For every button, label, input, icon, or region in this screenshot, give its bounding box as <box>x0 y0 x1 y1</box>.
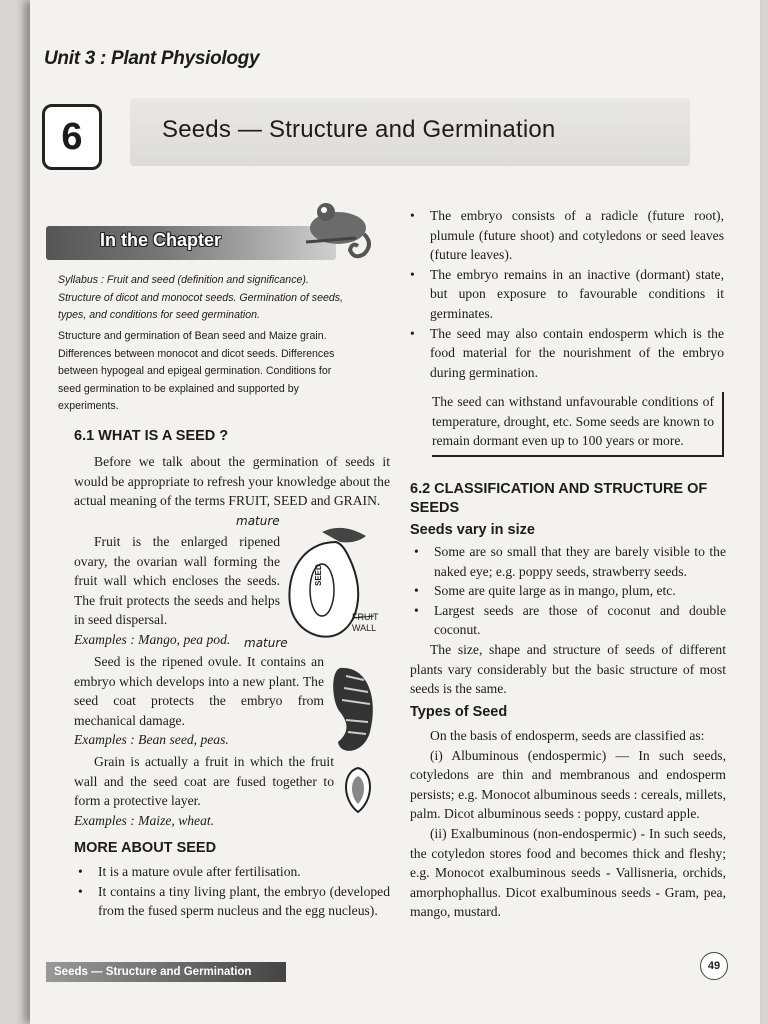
size-paragraph: The size, shape and structure of seeds of different plants vary considerably but the basic structure of most seeds is the same. <box>410 641 726 697</box>
footer-bar: Seeds — Structure and Germination <box>46 962 286 982</box>
more-about-seed-list <box>74 862 390 921</box>
bean-seed-figure <box>330 662 378 758</box>
dormancy-note: The seed can withstand unfavourable conditions of temperature, drought, etc. Some seeds are known to remain dormant even up to 100 years or more. <box>432 394 714 449</box>
albuminous-text: (i) Albuminous (endospermic) — In such seeds, cotyledons are thin and membranous and endosperm persists; e.g. Monocot albuminous seeds : cereals, millets, palm. Dicot albuminous seeds : poppy, custard apple. <box>410 747 726 822</box>
unit-title: Unit 3 : Plant Physiology <box>44 48 260 69</box>
heading-6-2: 6.2 CLASSIFICATION AND STRUCTURE OF SEEDS <box>410 481 708 516</box>
seed-examples: Examples : Bean seed, peas. <box>74 732 229 748</box>
size-list <box>410 542 726 699</box>
intro-text: Before we talk about the germination of seeds it would be appropriate to refresh your knowledge about the actual meaning of the terms FRUIT, SEED and GRAIN. <box>74 454 390 509</box>
types-paragraphs <box>410 726 726 922</box>
list-item: • It contains a tiny living plant, the embryo (developed from the fused sperm nucleus and the egg nucleus). <box>74 882 390 921</box>
types-intro: On the basis of endosperm, seeds are classified as: <box>430 728 705 743</box>
list-item: • It is a mature ovule after fertilisation. <box>74 862 390 882</box>
seed-text: Seed is the ripened ovule. It contains an embryo which develops into a new plant. The seed coat protects the embryo from mechanical damage. <box>74 654 324 728</box>
syllabus-plain: Structure and germination of Bean seed and Maize grain. Differences between monocot and dicot seeds. Differences between hypogeal and epigeal germination. Conditions for seed germination to be explained and supported by experiments. <box>58 330 335 412</box>
chapter-title: Seeds — Structure and Germination <box>162 116 556 143</box>
page-number: 49 <box>700 952 728 980</box>
handwritten-note-1: mature <box>236 514 280 528</box>
fruit-wall-label: FRUIT WALL <box>352 612 379 633</box>
list-item: • Some are quite large as in mango, plum, etc. <box>410 581 726 601</box>
maize-grain-figure <box>340 766 376 814</box>
handwritten-note-2: mature <box>244 636 288 650</box>
heading-seeds-vary-in-size: Seeds vary in size <box>410 522 535 538</box>
chapter-number: 6 <box>61 115 83 158</box>
dormancy-note-box <box>432 392 724 457</box>
fruit-text: Fruit is the enlarged ripened ovary, the ovarian wall forming the fruit wall which encloses the seeds. The fruit protects the seeds and helps in seed dispersal. <box>74 534 280 628</box>
chameleon-icon <box>286 198 376 264</box>
list-item: • Largest seeds are those of coconut and double coconut. <box>410 601 726 640</box>
grain-paragraph <box>74 752 334 830</box>
heading-more-about-seed: MORE ABOUT SEED <box>74 840 217 856</box>
fruit-examples: Examples : Mango, pea pod. <box>74 631 231 647</box>
grain-examples: Examples : Maize, wheat. <box>74 812 215 828</box>
chapter-number-box <box>42 104 102 170</box>
heading-6-1: 6.1 WHAT IS A SEED ? <box>74 428 229 444</box>
exalbuminous-text: (ii) Exalbuminous (non-endospermic) - In such seeds, the cotyledon stores food and becomes thick and fleshy; e.g. Monocot exalbuminous seeds - Vallisneria, orchids, amorphophallus. Dicot exalbuminous seeds - Gram, pea, mango, mustard. <box>410 825 726 920</box>
grain-text: Grain is actually a fruit in which the fruit wall and the seed coat are fused together to form a protective layer. <box>74 754 334 809</box>
seed-label: SEED <box>314 564 323 586</box>
intro-paragraph <box>74 452 390 511</box>
fruit-paragraph <box>74 532 280 650</box>
embryo-bullets <box>406 206 724 382</box>
heading-types-of-seed: Types of Seed <box>410 704 508 720</box>
in-chapter-label: In the Chapter <box>100 230 222 250</box>
syllabus-italic: Syllabus : Fruit and seed (definition and significance). Structure of dicot and monocot seeds. Germination of seeds, types, and conditions for seed germination. <box>58 274 344 321</box>
seed-paragraph <box>74 652 324 750</box>
list-item: • The embryo remains in an inactive (dormant) state, but upon exposure to favourable conditions it germinates. <box>406 265 724 324</box>
list-item: • The embryo consists of a radicle (future root), plumule (future shoot) and cotyledons or seed leaves (future leaves). <box>406 206 724 265</box>
list-item: • The seed may also contain endosperm which is the food material for the nourishment of the embryo during germination. <box>406 324 724 383</box>
list-item: • Some are so small that they are barely visible to the naked eye; e.g. poppy seeds, strawberry seeds. <box>410 542 726 581</box>
